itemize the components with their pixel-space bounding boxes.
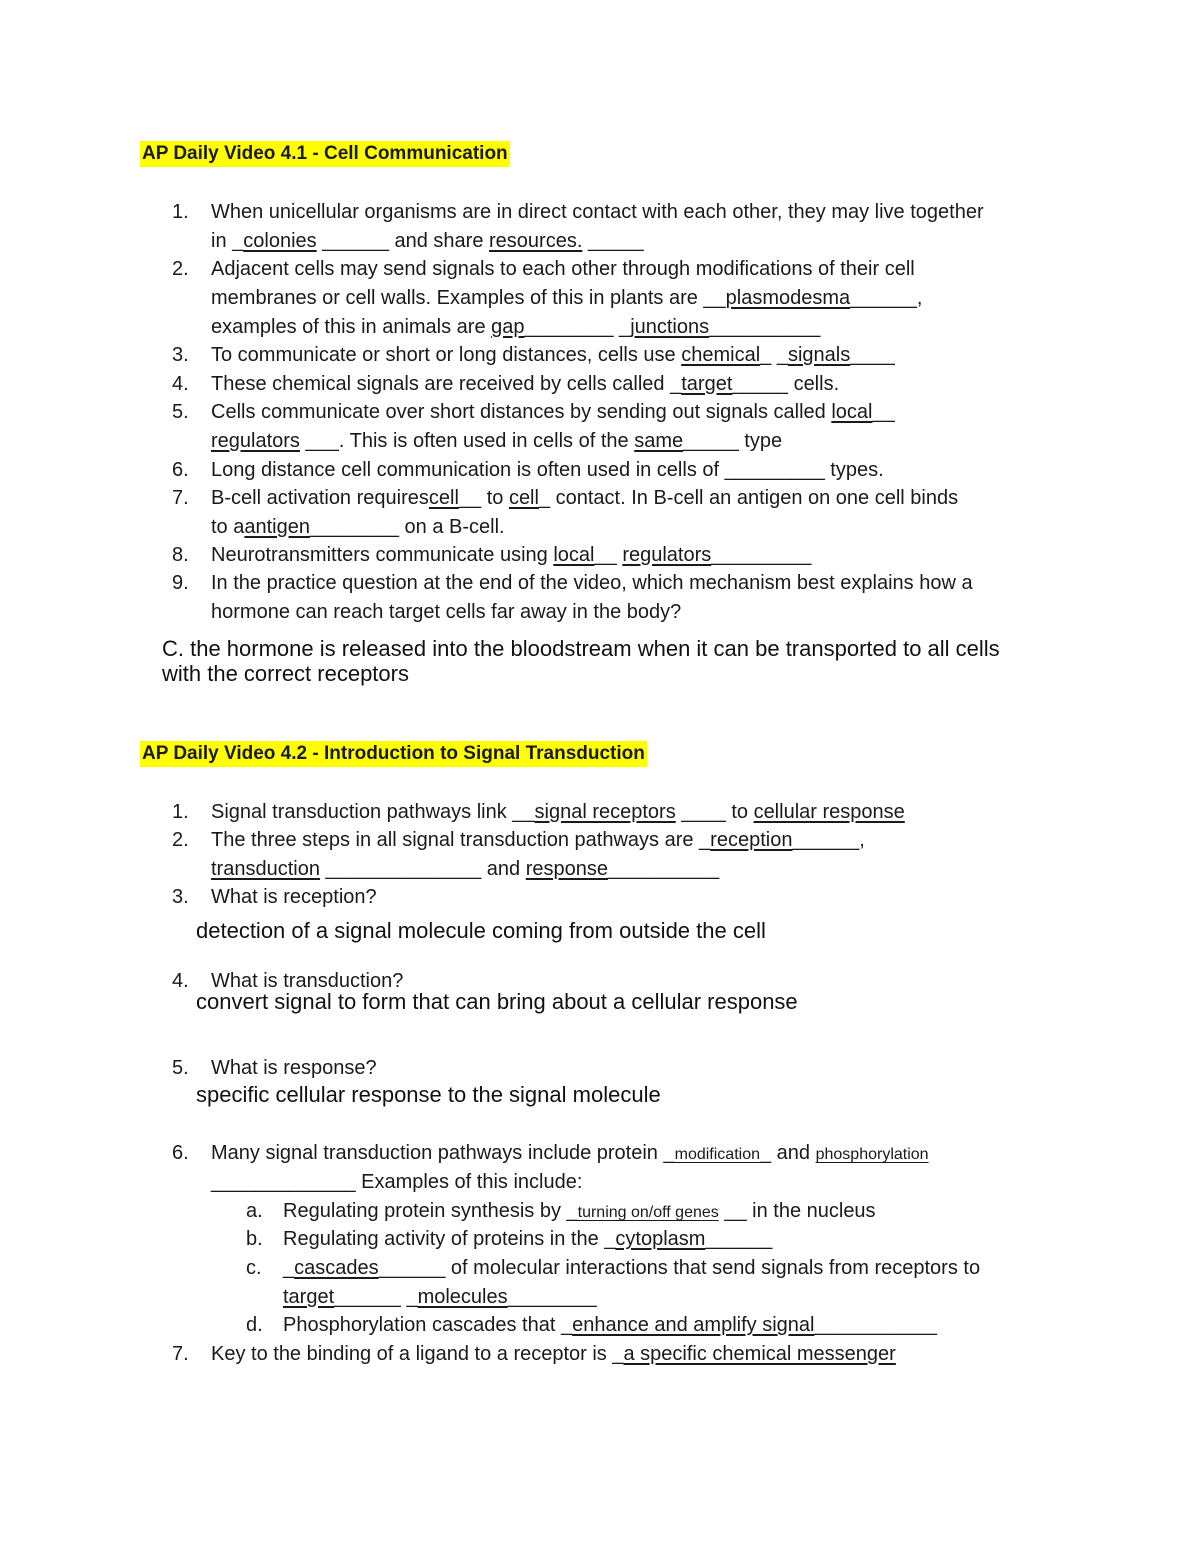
item-number: 1. xyxy=(172,201,189,223)
answer-antigen: antigen xyxy=(244,516,310,538)
answer-same: same xyxy=(634,430,684,452)
s2-q6a: Regulating protein synthesis by _turning on/off genes __ in the nucleus xyxy=(283,1200,876,1222)
answer-signal-receptors: signal receptors xyxy=(534,801,676,823)
answer-molecules: molecules xyxy=(417,1286,508,1308)
s2-q6d: Phosphorylation cascades that _enhance and amplify signal___________ xyxy=(283,1314,937,1336)
answer-phosphorylation: phosphorylation xyxy=(815,1146,929,1163)
q2-line3: examples of this in animals are gap________ _junctions__________ xyxy=(211,316,821,338)
s2-q7-line1: Key to the binding of a ligand to a receptor is _a specific chemical messenger xyxy=(211,1343,896,1365)
q5-line2: regulators ___. This is often used in cells of the same_____ type xyxy=(211,430,783,452)
item-number: 4. xyxy=(172,373,189,395)
answer-reception: reception xyxy=(710,829,793,851)
sub-letter: b. xyxy=(246,1228,263,1250)
q9-answer-line1: C. the hormone is released into the bloodstream when it can be transported to all cells xyxy=(162,636,1000,661)
item-number: 3. xyxy=(172,886,189,908)
answer-transduction: transduction xyxy=(211,858,320,880)
item-number: 7. xyxy=(172,487,189,509)
item-number: 5. xyxy=(172,401,189,423)
answer-target: target xyxy=(283,1286,335,1308)
s2-q3-line1: What is reception? xyxy=(211,886,377,908)
answer-local: local xyxy=(553,544,595,566)
section-4-1-heading: AP Daily Video 4.1 - Cell Communication xyxy=(140,141,510,167)
item-number: 5. xyxy=(172,1057,189,1079)
q9-line2: hormone can reach target cells far away in the body? xyxy=(211,601,682,623)
sub-letter: c. xyxy=(246,1257,262,1279)
s2-q6c-line2: target______ _molecules________ xyxy=(283,1286,597,1308)
answer-chemical-messenger: a specific chemical messenger xyxy=(623,1343,896,1365)
q5-line1: Cells communicate over short distances by sending out signals called local__ xyxy=(211,401,895,423)
answer-colonies: colonies xyxy=(243,230,317,252)
answer-regulators: regulators xyxy=(622,544,712,566)
answer-junctions: junctions xyxy=(630,316,710,338)
item-number: 9. xyxy=(172,572,189,594)
item-number: 4. xyxy=(172,970,189,992)
s2-q2-line1: The three steps in all signal transduction pathways are _reception______, xyxy=(211,829,865,851)
q9-answer-line2: with the correct receptors xyxy=(162,661,409,686)
item-number: 7. xyxy=(172,1343,189,1365)
answer-plasmodesma: plasmodesma xyxy=(725,287,851,309)
s2-q4-line1: What is transduction? xyxy=(211,970,404,992)
answer-turning-on-off-genes: turning on/off genes xyxy=(577,1204,719,1221)
q8-line1: Neurotransmitters communicate using local__ regulators_________ xyxy=(211,544,812,566)
answer-cell: cell xyxy=(508,487,539,509)
q2-line2: membranes or cell walls. Examples of this in plants are __plasmodesma______, xyxy=(211,287,923,309)
answer-modification: modification xyxy=(674,1146,760,1163)
answer-enhance-amplify: enhance and amplify signal xyxy=(572,1314,815,1336)
answer-response: response xyxy=(525,858,609,880)
s2-q6-line1: Many signal transduction pathways include protein _modification_ and phosphorylation xyxy=(211,1142,929,1164)
q3-line1: To communicate or short or long distances, cells use chemical_ _signals____ xyxy=(211,344,895,366)
q2-line1: Adjacent cells may send signals to each other through modifications of their cell xyxy=(211,258,915,280)
q1-line1: When unicellular organisms are in direct contact with each other, they may live together xyxy=(211,201,984,223)
answer-cellular-response: cellular response xyxy=(753,801,905,823)
s2-q6-line2: _____________ Examples of this include: xyxy=(211,1171,583,1193)
q1-line2: in _colonies ______ and share resources. _____ xyxy=(211,230,644,252)
answer-signals: signals xyxy=(787,344,851,366)
q7-line2: to aantigen________ on a B-cell. xyxy=(211,516,505,538)
answer-target: target xyxy=(681,373,733,395)
section-4-2-heading: AP Daily Video 4.2 - Introduction to Signal Transduction xyxy=(140,741,647,767)
item-number: 3. xyxy=(172,344,189,366)
q7-line1: B-cell activation requirescell__ to cell_ contact. In B-cell an antigen on one cell binds xyxy=(211,487,959,509)
answer-regulators: regulators xyxy=(211,430,300,452)
item-number: 8. xyxy=(172,544,189,566)
s2-q4-answer: convert signal to form that can bring about a cellular response xyxy=(196,989,798,1014)
s2-q3-answer: detection of a signal molecule coming from outside the cell xyxy=(196,918,766,943)
answer-gap: gap xyxy=(491,316,525,338)
item-number: 6. xyxy=(172,1142,189,1164)
s2-q6b: Regulating activity of proteins in the _cytoplasm______ xyxy=(283,1228,773,1250)
answer-cytoplasm: cytoplasm xyxy=(615,1228,706,1250)
s2-q2-line2: transduction ______________ and response__________ xyxy=(211,858,720,880)
s2-q6c-line1: _cascades______ of molecular interactions that send signals from receptors to xyxy=(283,1257,981,1279)
q6-line1: Long distance cell communication is often used in cells of _________ types. xyxy=(211,459,884,481)
item-number: 1. xyxy=(172,801,189,823)
q4-line1: These chemical signals are received by cells called _target_____ cells. xyxy=(211,373,840,395)
answer-cell: cell xyxy=(428,487,459,509)
sub-letter: d. xyxy=(246,1314,263,1336)
item-number: 2. xyxy=(172,258,189,280)
q9-line1: In the practice question at the end of the video, which mechanism best explains how a xyxy=(211,572,973,594)
s2-q5-line1: What is response? xyxy=(211,1057,377,1079)
answer-cascades: cascades xyxy=(294,1257,379,1279)
item-number: 6. xyxy=(172,459,189,481)
item-number: 2. xyxy=(172,829,189,851)
answer-local: local xyxy=(831,401,873,423)
s2-q1-line1: Signal transduction pathways link __signal receptors ____ to cellular response xyxy=(211,801,905,823)
answer-resources: resources. xyxy=(489,230,583,252)
sub-letter: a. xyxy=(246,1200,263,1222)
answer-chemical: chemical xyxy=(681,344,761,366)
s2-q5-answer: specific cellular response to the signal molecule xyxy=(196,1082,661,1107)
